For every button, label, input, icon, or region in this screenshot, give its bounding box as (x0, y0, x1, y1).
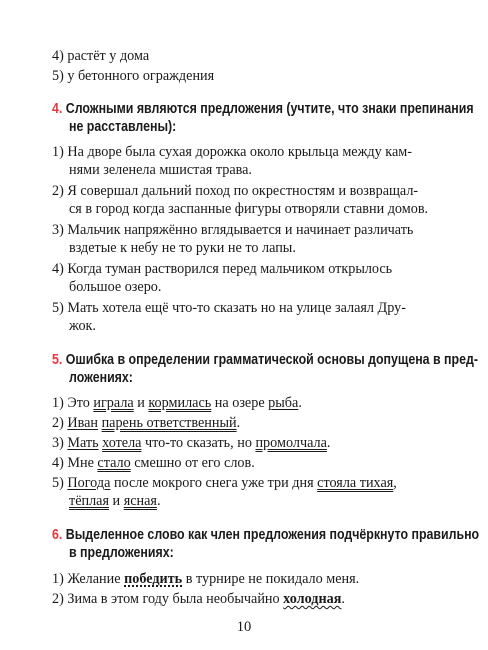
q4-item-1: 1) На дворе была сухая дорожка около крыльца между кам- (52, 144, 412, 160)
question-5-number: 5. (52, 352, 63, 368)
q4-item-1-cont: нями зеленела мшистая трава. (69, 162, 252, 178)
subject-underline: Иван (67, 415, 99, 431)
predicate-underline: играла (93, 395, 134, 411)
member-underline: победить (124, 571, 183, 587)
q4-item-2-cont: ся в город когда заспанные фигуры отворяли ставни домов. (69, 201, 429, 217)
q4-item-4: 4) Когда туман растворился перед мальчиком открылось (52, 261, 393, 277)
predicate-underline: парень ответственный (101, 415, 237, 431)
q5-item-3: 3) Мать хотела что-то сказать, но промолчала. (52, 435, 331, 451)
predicate-underline: тёплая (69, 493, 109, 509)
predicate-underline: промолчала (255, 435, 327, 451)
q4-item-3-cont: вздетые к небу не то руки не то лапы. (69, 240, 296, 256)
member-underline: холодная (283, 591, 342, 607)
q5-item-5: 5) Погода после мокрого снега уже три дня стояла тихая, (52, 475, 397, 491)
q4-item-5: 5) Мать хотела ещё что-то сказать но на улице залаял Дру- (52, 300, 406, 316)
predicate-underline: стало (97, 455, 131, 471)
question-6-title-cont: в предложениях: (69, 545, 174, 561)
q4-item-2: 2) Я совершал дальний поход по окрестностям и возвращал- (52, 183, 419, 199)
q6-item-1: 1) Желание победить в турнире не покидало меня. (52, 571, 360, 587)
question-4-title: 4. Сложными являются предложения (учтите, что знаки препинания (52, 101, 474, 117)
question-4-number: 4. (52, 101, 63, 117)
predicate-underline: кормилась (148, 395, 212, 411)
q5-item-4: 4) Мне стало смешно от его слов. (52, 455, 255, 471)
option-4: 4) растёт у дома (52, 48, 150, 64)
subject-underline: Погода (67, 475, 111, 491)
page-number: 10 (236, 619, 252, 635)
q6-item-2: 2) Зима в этом году была необычайно холодная. (52, 591, 345, 607)
option-5: 5) у бетонного ограждения (52, 68, 215, 84)
question-5-title: 5. Ошибка в определении грамматической основы допущена в пред- (52, 352, 478, 368)
q4-item-3: 3) Мальчик напряжённо вглядывается и начинает различать (52, 222, 414, 238)
question-6-title: 6. Выделенное слово как член предложения подчёркнуто правильно (52, 527, 480, 543)
q5-item-1: 1) Это играла и кормилась на озере рыба. (52, 395, 302, 411)
predicate-underline: хотела (102, 435, 142, 451)
question-5-title-cont: ложениях: (69, 370, 133, 386)
question-4-title-cont: не расставлены): (69, 119, 177, 135)
subject-underline: Мать (67, 435, 99, 451)
q4-item-5-cont: жок. (69, 318, 96, 334)
q5-item-2: 2) Иван парень ответственный. (52, 415, 241, 431)
question-6-number: 6. (52, 527, 63, 543)
predicate-underline: ясная (123, 493, 157, 509)
subject-underline: рыба (268, 395, 299, 411)
q4-item-4-cont: большое озеро. (69, 279, 162, 295)
predicate-underline: стояла тихая (317, 475, 394, 491)
q5-item-5-cont: тёплая и ясная. (69, 493, 161, 509)
